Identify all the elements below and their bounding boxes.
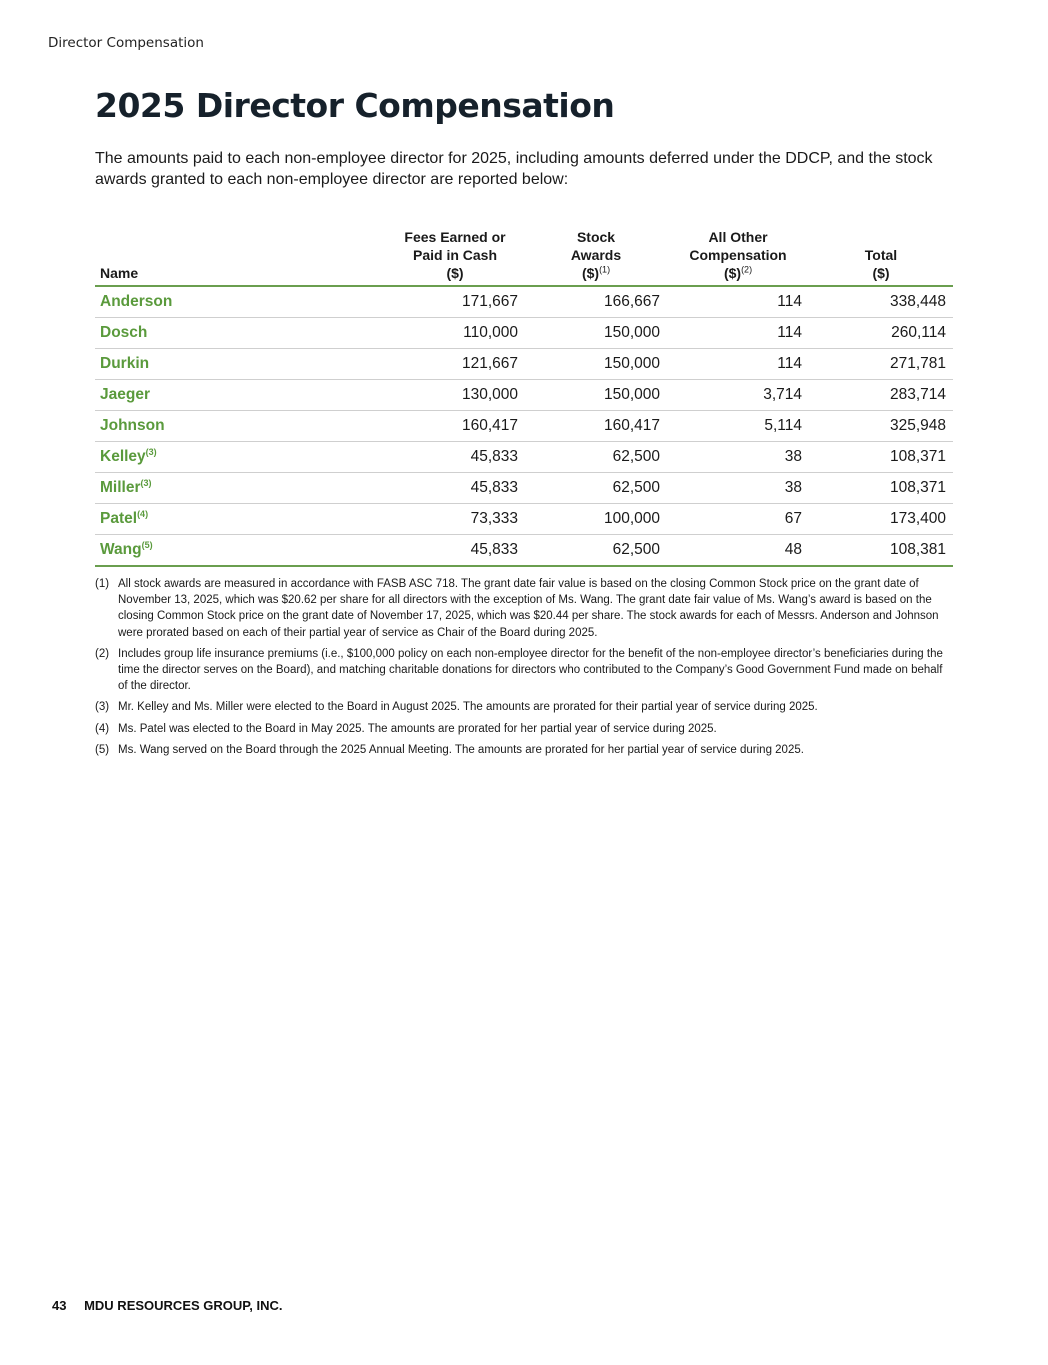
footnote-text: Ms. Patel was elected to the Board in May 2025. The amounts are prorated for her partial year of service during 2025.	[118, 722, 717, 735]
other-compensation-cell: 5,114	[667, 411, 809, 442]
stock-awards-cell: 150,000	[525, 349, 667, 380]
column-header-line: Paid in Cash	[412, 247, 498, 263]
table-row	[95, 286, 953, 318]
column-header-fees	[385, 228, 525, 286]
table-body	[95, 286, 953, 566]
total-cell: 108,381	[809, 535, 953, 567]
stock-awards-cell: 160,417	[525, 411, 667, 442]
director-name-text: Dosch	[100, 324, 148, 341]
director-name	[95, 504, 385, 535]
running-header: Director Compensation	[48, 35, 204, 51]
total-cell: 325,948	[809, 411, 953, 442]
other-compensation-cell: 114	[667, 286, 809, 318]
column-header-other-compensation	[667, 228, 809, 286]
footnote-text: Mr. Kelley and Ms. Miller were elected to the Board in August 2025. The amounts are prorated for their partial year of service during 2025.	[118, 701, 818, 714]
total-cell: 338,448	[809, 286, 953, 318]
director-name-text: Wang	[100, 541, 142, 558]
stock-awards-cell: 62,500	[525, 535, 667, 567]
table-row	[95, 473, 953, 504]
table-header-row	[95, 228, 953, 286]
column-header-line: ($)	[581, 265, 600, 281]
page-number: 43	[52, 1298, 67, 1313]
other-compensation-cell: 38	[667, 473, 809, 504]
stock-awards-cell: 62,500	[525, 473, 667, 504]
director-name	[95, 349, 385, 380]
footnote-item	[95, 576, 951, 641]
fees-cell: 110,000	[385, 318, 525, 349]
fees-cell: 130,000	[385, 380, 525, 411]
stock-awards-cell: 150,000	[525, 318, 667, 349]
fees-cell: 45,833	[385, 442, 525, 473]
footnote-marker: (5)	[95, 743, 110, 756]
director-name-text: Miller	[100, 479, 141, 496]
total-cell: 283,714	[809, 380, 953, 411]
fees-cell: 121,667	[385, 349, 525, 380]
intro-paragraph: The amounts paid to each non-employee director for 2025, including amounts deferred under the DDCP, and the stock awards granted to each non-employee director are reported below:	[95, 150, 933, 188]
director-name	[95, 442, 385, 473]
footnote-marker: (1)	[95, 578, 110, 590]
director-name	[95, 380, 385, 411]
fees-cell: 73,333	[385, 504, 525, 535]
total-cell: 108,371	[809, 473, 953, 504]
fees-cell: 45,833	[385, 535, 525, 567]
footnote-marker: (2)	[95, 647, 110, 660]
table-row	[95, 349, 953, 380]
footnote-text: All stock awards are measured in accordance with FASB ASC 718. The grant date fair value is based on the closing Common Stock price on the grant date of November 13, 2025, which was $20.62 per share for all directors with the exception of Ms. Wang. The grant date fair value of Ms. Wang’s award is based on the closing Common Stock price on the grant date of November 17, 2025, which was $20.44 per share. The stock awards for each of Messrs. Anderson and Johnson were prorated based on each of their partial year of service as Chair of the Board during 2025.	[118, 578, 939, 639]
other-compensation-cell: 3,714	[667, 380, 809, 411]
footnote-text: Ms. Wang served on the Board through the 2025 Annual Meeting. The amounts are prorated for her partial year of service during 2025.	[118, 743, 804, 756]
director-name-text: Patel	[100, 510, 138, 527]
director-name-text: Johnson	[100, 417, 165, 434]
footnote-ref: (2)	[741, 264, 753, 275]
footnote-item	[95, 699, 951, 715]
table-row	[95, 411, 953, 442]
column-header-line: ($)	[723, 265, 742, 281]
stock-awards-cell: 166,667	[525, 286, 667, 318]
total-cell: 108,371	[809, 442, 953, 473]
director-name	[95, 318, 385, 349]
stock-awards-cell: 100,000	[525, 504, 667, 535]
page-footer	[52, 1298, 283, 1313]
other-compensation-cell: 114	[667, 318, 809, 349]
column-header-stock-awards	[525, 228, 667, 286]
footnote-ref: (4)	[137, 508, 149, 519]
footnote-ref: (3)	[140, 477, 152, 488]
column-header-line: Total	[864, 247, 898, 263]
column-header-line: Compensation	[689, 247, 787, 263]
column-header-total	[809, 228, 953, 286]
table-row	[95, 380, 953, 411]
company-name: MDU RESOURCES GROUP, INC.	[84, 1298, 283, 1313]
other-compensation-cell: 114	[667, 349, 809, 380]
table-row	[95, 318, 953, 349]
footnote-ref: (1)	[599, 264, 611, 275]
footnote-item	[95, 742, 951, 758]
column-header-line: ($)	[872, 265, 890, 281]
director-name-text: Anderson	[100, 293, 173, 310]
director-name-text: Kelley	[100, 448, 146, 465]
fees-cell: 160,417	[385, 411, 525, 442]
director-name	[95, 473, 385, 504]
footnote-ref: (5)	[141, 539, 153, 550]
column-header-line: Fees Earned or	[404, 229, 506, 245]
director-name-text: Durkin	[100, 355, 150, 372]
column-header-line: All Other	[708, 229, 768, 245]
footnote-ref: (3)	[145, 446, 157, 457]
director-name	[95, 286, 385, 318]
column-header-name	[95, 228, 385, 286]
footnote-text: Includes group life insurance premiums (i.e., $100,000 policy on each non-employee director for the benefit of the non-employee director’s beneficiaries during the time the director serves on the Board), and matching charitable donations for directors who contributed to the Company’s Good Government Fund made on behalf of the director.	[118, 647, 943, 693]
director-compensation-table	[95, 228, 953, 567]
other-compensation-cell: 48	[667, 535, 809, 567]
column-header-line: Name	[100, 265, 139, 281]
footnote-marker: (3)	[95, 701, 110, 714]
fees-cell: 45,833	[385, 473, 525, 504]
footnote-item	[95, 721, 951, 737]
stock-awards-cell: 62,500	[525, 442, 667, 473]
table-row	[95, 442, 953, 473]
total-cell: 260,114	[809, 318, 953, 349]
column-header-line: Awards	[570, 247, 622, 263]
column-header-line: ($)	[446, 265, 464, 281]
director-name	[95, 535, 385, 567]
fees-cell: 171,667	[385, 286, 525, 318]
director-name	[95, 411, 385, 442]
other-compensation-cell: 38	[667, 442, 809, 473]
stock-awards-cell: 150,000	[525, 380, 667, 411]
total-cell: 271,781	[809, 349, 953, 380]
column-header-line: Stock	[576, 229, 616, 245]
other-compensation-cell: 67	[667, 504, 809, 535]
table-row	[95, 504, 953, 535]
footnotes	[95, 576, 951, 763]
footnote-marker: (4)	[95, 722, 110, 735]
page-title: 2025 Director Compensation	[95, 86, 615, 125]
footnote-item	[95, 646, 951, 695]
total-cell: 173,400	[809, 504, 953, 535]
table-row	[95, 535, 953, 567]
director-name-text: Jaeger	[100, 386, 150, 403]
